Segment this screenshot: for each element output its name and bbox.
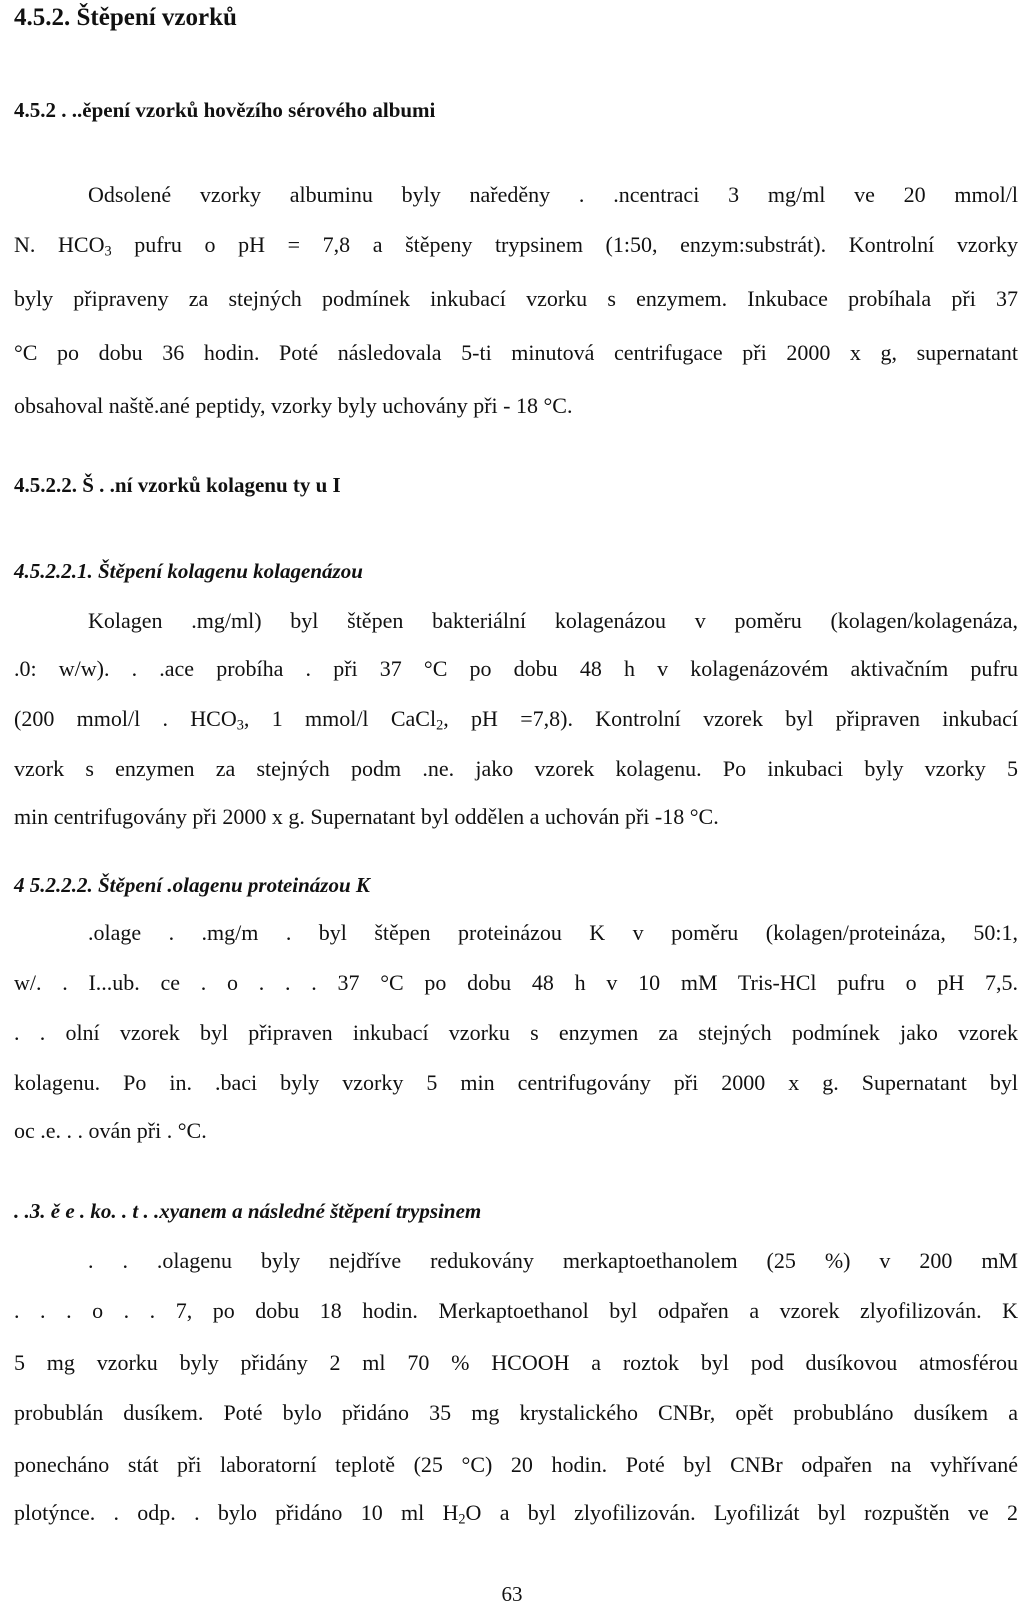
paragraph-4-line-3: 5 mg vzorku byly přidány 2 ml 70 % HCOOH a roztok byl pod dusíkovou atmosférou [14, 1350, 1018, 1375]
paragraph-1-line-3: byly připraveny za stejných podmínek inkubací vzorku s enzymem. Inkubace probíhala při 37 [14, 286, 1018, 311]
subsubsection-heading-4-5-2-2-1: 4.5.2.2.1. Štěpení kolagenu kolagenázou [14, 559, 363, 583]
subsubsection-heading-4-5-2-2-2: 4 5.2.2.2. Štěpení .olagenu proteinázou K [14, 873, 370, 897]
subsection-heading-4-5-2-1: 4.5.2 . ..ěpení vzorků hovězího sérového albumi [14, 98, 436, 122]
paragraph-1-line-1: Odsolené vzorky albuminu byly naředěny . .ncentraci 3 mg/ml ve 20 mmol/l [88, 182, 1018, 207]
paragraph-1-line-2: N. $HCO_3$ pufru o pH = 7,8 a štěpeny trypsinem (1:50, enzym:substrát). Kontrolní vzorky [14, 232, 1018, 260]
paragraph-1-line-5: obsahoval naště.ané peptidy, vzorky byly uchovány při - 18 °C. [14, 393, 573, 418]
paragraph-1-line-4: °C po dobu 36 hodin. Poté následovala 5-ti minutová centrifugace při 2000 x g, supernatant [14, 340, 1018, 365]
paragraph-2-line-5: min centrifugovány při 2000 x g. Supernatant byl oddělen a uchován při -18 °C. [14, 804, 719, 829]
paragraph-2-line-2: .0: w/w). . .ace probíha . při 37 °C po dobu 48 h v kolagenázovém aktivačním pufru [14, 656, 1018, 681]
paragraph-3-line-5: oc .e. . . ován při . °C. [14, 1118, 207, 1143]
paragraph-2-line-3: (200 mmol/l . $HCO_3$, 1 mmol/l CaCl$_2$, pH =7,8). Kontrolní vzorek byl připraven inkubací [14, 706, 1018, 734]
section-heading-4-5-2: 4.5.2. Štěpení vzorků [14, 4, 237, 31]
paragraph-4-line-2: . . . o . . 7, po dobu 18 hodin. Merkaptoethanol byl odpařen a vzorek zlyofilizován. K [14, 1298, 1018, 1323]
subsection-heading-4-5-2-2: 4.5.2.2. Š . .ní vzorků kolagenu ty u I [14, 473, 341, 497]
paragraph-2-line-4: vzork s enzymen za stejných podm .ne. jako vzorek kolagenu. Po inkubaci byly vzorky 5 [14, 756, 1018, 781]
paragraph-3-line-3: . . olní vzorek byl připraven inkubací vzorku s enzymen za stejných podmínek jako vzorek [14, 1020, 1018, 1045]
paragraph-4-line-6: plotýnce. . odp. . bylo přidáno 10 ml $H_2O$ a byl zlyofilizován. Lyofilizát byl rozpuštěn ve 2 [14, 1500, 1018, 1528]
paragraph-3-line-4: kolagenu. Po in. .baci byly vzorky 5 min centrifugovány při 2000 x g. Supernatant byl [14, 1070, 1018, 1095]
paragraph-4-line-4: probublán dusíkem. Poté bylo přidáno 35 mg krystalického CNBr, opět probubláno dusíkem a [14, 1400, 1018, 1425]
paragraph-3-line-1: .olage . .mg/m . byl štěpen proteinázou K v poměru (kolagen/proteináza, 50:1, [88, 920, 1018, 945]
paragraph-2-line-1: Kolagen .mg/ml) byl štěpen bakteriální kolagenázou v poměru (kolagen/kolagenáza, [88, 608, 1018, 633]
paragraph-4-line-1: . . .olagenu byly nejdříve redukovány merkaptoethanolem (25 %) v 200 mM [88, 1248, 1018, 1273]
subsubsection-heading-4-5-2-2-3: . .3. ě e . ko. . t . .xyanem a následné štěpení trypsinem [14, 1199, 482, 1223]
paragraph-3-line-2: w/. . I...ub. ce . o . . . 37 °C po dobu 48 h v 10 mM Tris-HCl pufru o pH 7,5. [14, 970, 1018, 995]
page-number: 63 [501, 1582, 523, 1606]
paragraph-4-line-5: ponecháno stát při laboratorní teplotě (25 °C) 20 hodin. Poté byl CNBr odpařen na vyhřívané [14, 1452, 1018, 1477]
